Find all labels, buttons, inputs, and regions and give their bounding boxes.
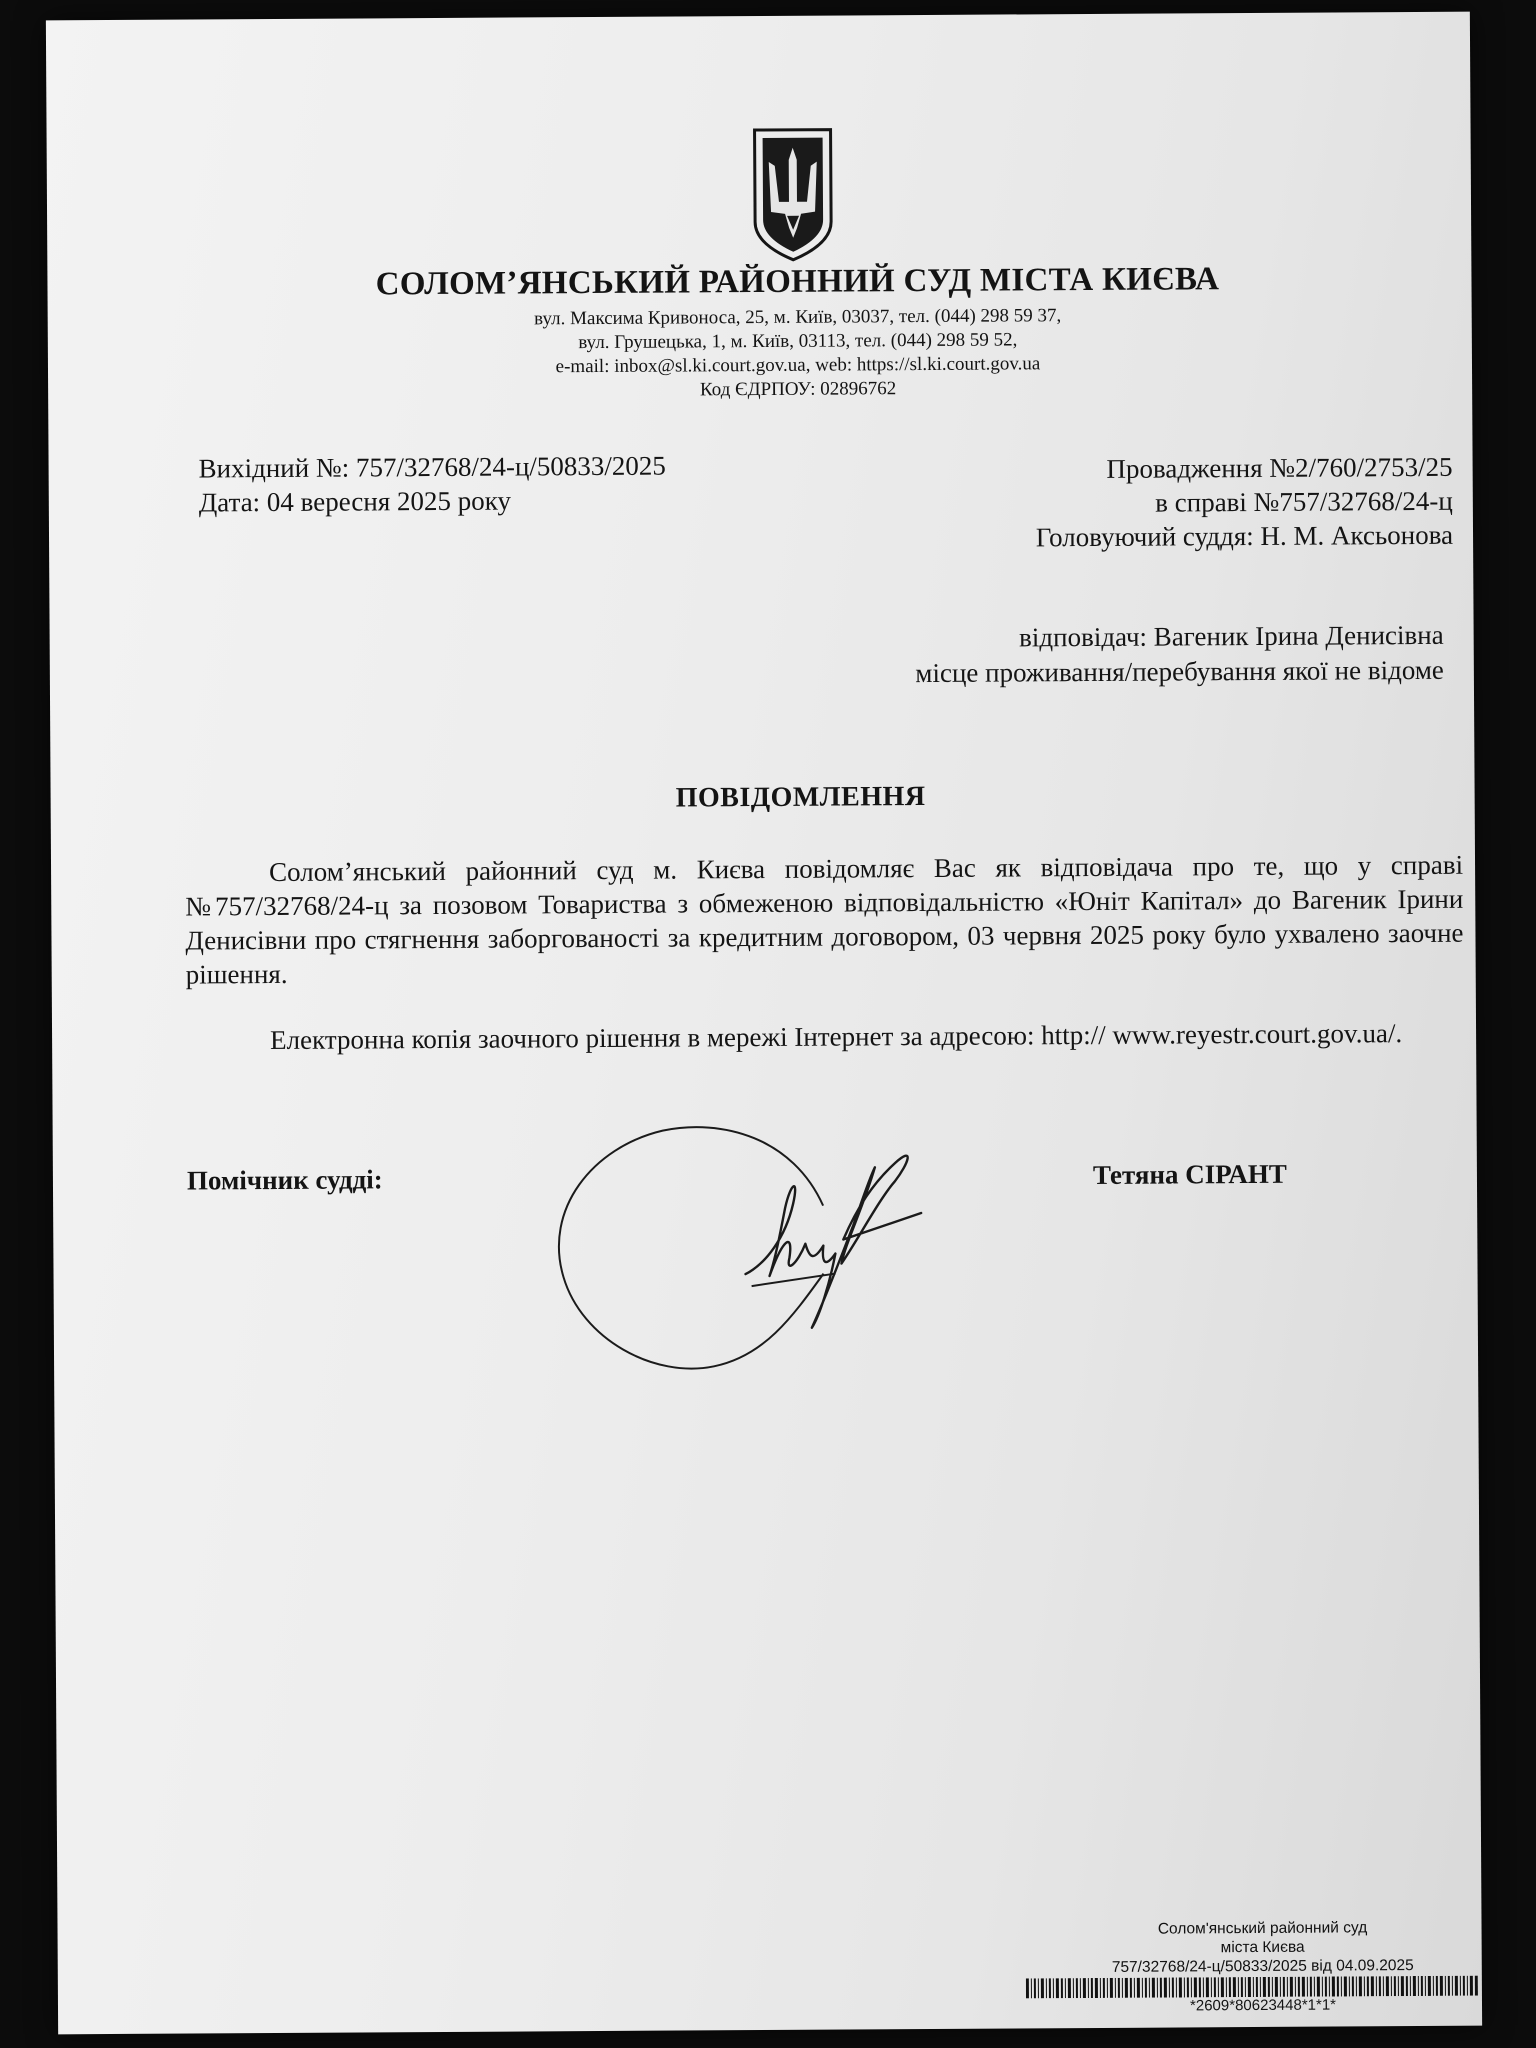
case-info bbox=[849, 450, 1454, 556]
document-title: ПОВІДОМЛЕННЯ bbox=[675, 781, 926, 814]
court-name: СОЛОМ’ЯНСЬКИЙ РАЙОННИЙ СУД МІСТА КИЄВА bbox=[375, 261, 1220, 303]
handwritten-signature-icon bbox=[522, 1086, 1044, 1409]
presiding-judge: Головуючий суддя: Н. М. Аксьонова bbox=[1035, 519, 1454, 553]
outgoing-number: Вихідний №: 757/32768/24-ц/50833/2025 bbox=[198, 450, 666, 484]
proceeding-number: Провадження №2/760/2753/25 bbox=[1106, 451, 1453, 484]
registry-paragraph: Електронна копія заочного рішення в мережі Інтернет за адресою: http:// www.reyestr.court.gov.ua/. bbox=[270, 1018, 1403, 1056]
barcode-icon bbox=[1026, 1976, 1478, 1999]
recipient-name: відповідач: Вагеник Ірина Денисівна bbox=[1019, 619, 1444, 653]
stamp-reference: 757/32768/24-ц/50833/2025 від 04.09.2025 bbox=[1111, 1957, 1414, 1976]
signer-role: Помічник судді: bbox=[186, 1164, 383, 1196]
barcode-number: *2609*80623448*1*1* bbox=[1189, 1996, 1337, 2015]
stamp-court: Солом'янський районний суд bbox=[1157, 1919, 1368, 1938]
outgoing-info bbox=[198, 449, 666, 520]
document-date: Дата: 04 вересня 2025 року bbox=[198, 485, 512, 518]
registration-stamp bbox=[1027, 1918, 1497, 1978]
document-page bbox=[46, 12, 1482, 2035]
case-number: в справі №757/32768/24-ц bbox=[1155, 485, 1453, 518]
notice-paragraph: Солом’янський районний суд м. Києва повідомляє Вас як відповідача про те, що у справі №757/32768/24-ц за позовом Товариства з обмеженою відповідальністю «Юніт Капітал» до Вагеник Ірини Денисівни про стягнення заборгованості за кредитним договором, 03 червня 2025 року було ухвалено заочне рішення. bbox=[185, 849, 1464, 990]
contact-line: e-mail: inbox@sl.ki.court.gov.ua, web: https://sl.ki.court.gov.ua bbox=[555, 353, 1041, 378]
stamp-city: міста Києва bbox=[1220, 1938, 1305, 1957]
coat-of-arms-icon bbox=[751, 126, 836, 265]
signer-name: Тетяна СІРАНТ bbox=[1092, 1158, 1287, 1190]
address-line-2: вул. Грушецька, 1, м. Київ, 03113, тел. (044) 298 59 52, bbox=[578, 329, 1018, 354]
address-line-1: вул. Максима Кривоноса, 25, м. Київ, 03037, тел. (044) 298 59 37, bbox=[534, 305, 1062, 330]
recipient-block bbox=[750, 618, 1444, 692]
recipient-address: місце проживання/перебування якої не відоме bbox=[915, 654, 1444, 689]
edrpou-code: Код ЄДРПОУ: 02896762 bbox=[699, 378, 897, 401]
